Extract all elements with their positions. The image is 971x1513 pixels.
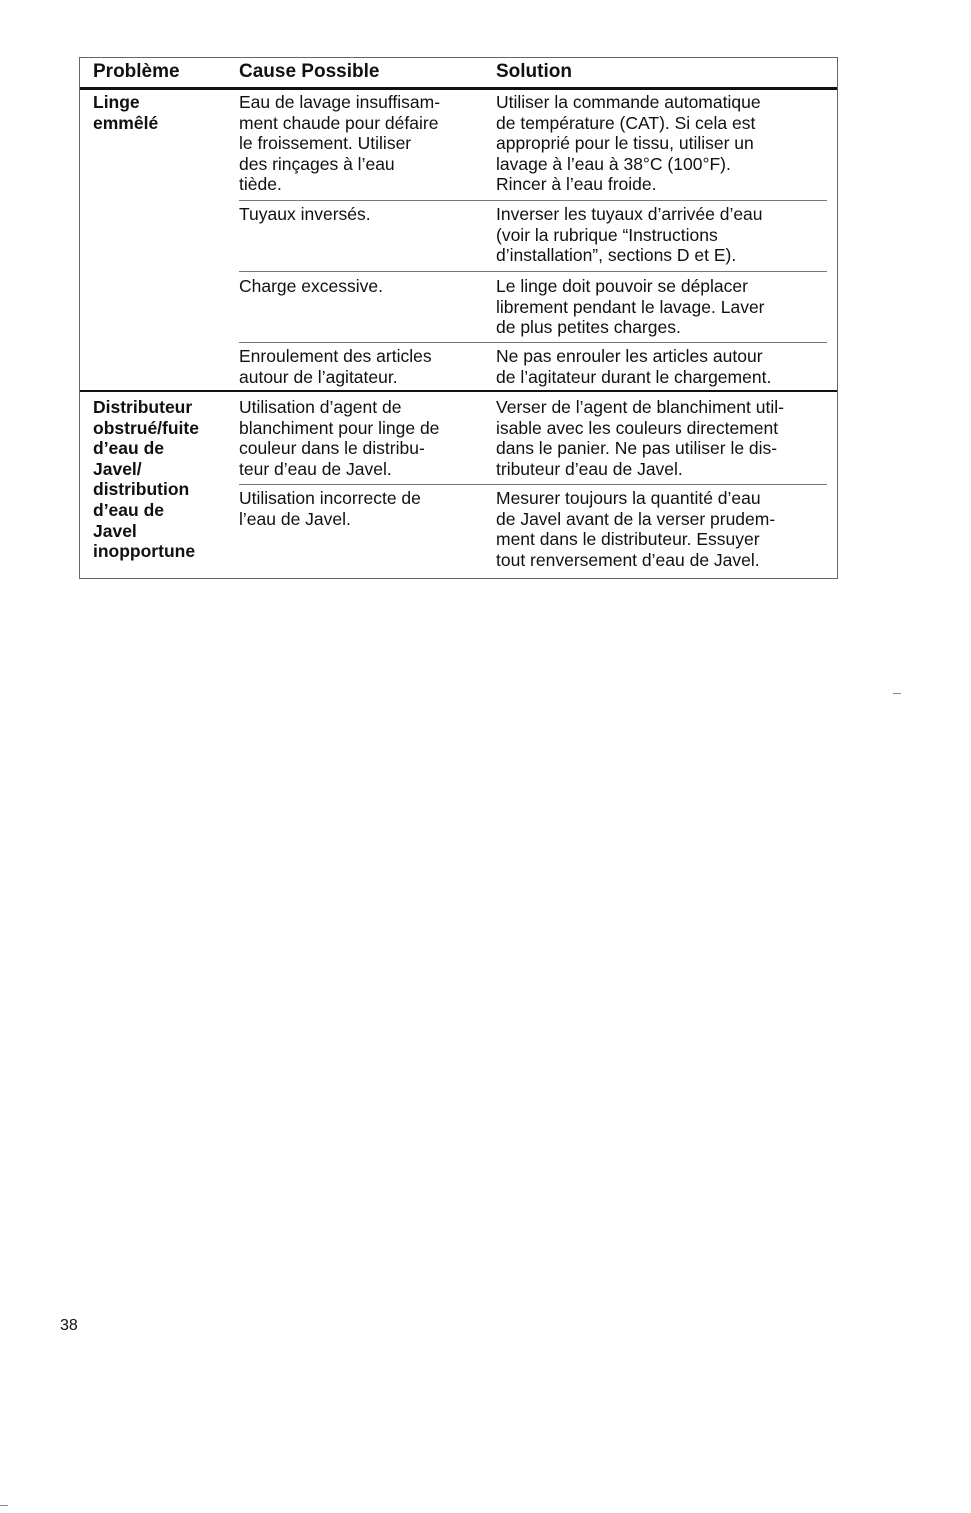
solution-cell: Ne pas enrouler les articles autour de l’agitateur durant le chargement. (496, 346, 772, 387)
row-divider (239, 200, 827, 201)
page-number: 38 (60, 1317, 78, 1334)
row-divider (239, 342, 827, 343)
cause-cell: Charge excessive. (239, 276, 383, 296)
cause-cell: Utilisation d’agent de blanchiment pour linge de couleur dans le distribu- teur d’eau de Javel. (239, 397, 440, 479)
problem-label: Distributeur obstrué/fuite d’eau de Javel/ distribution d’eau de Javel inopportune (93, 397, 199, 562)
group-divider (80, 390, 837, 392)
header-problem: Problème (93, 61, 180, 82)
scan-mark (0, 1505, 8, 1506)
solution-cell: Mesurer toujours la quantité d’eau de Javel avant de la verser prudem- ment dans le distributeur. Essuyer tout renversement d’eau de Javel. (496, 488, 776, 570)
row-divider (239, 271, 827, 272)
cause-cell: Utilisation incorrecte de l’eau de Javel. (239, 488, 421, 529)
row-divider (239, 484, 827, 485)
cause-cell: Enroulement des articles autour de l’agitateur. (239, 346, 432, 387)
header-rule (80, 87, 837, 90)
header-solution: Solution (496, 61, 572, 82)
solution-cell: Inverser les tuyaux d’arrivée d’eau (voir la rubrique “Instructions d’installation”, sections D et E). (496, 204, 763, 266)
cause-cell: Tuyaux inversés. (239, 204, 371, 224)
solution-cell: Le linge doit pouvoir se déplacer librement pendant le lavage. Laver de plus petites charges. (496, 276, 765, 338)
problem-label: Linge emmêlé (93, 92, 159, 133)
solution-cell: Utiliser la commande automatique de température (CAT). Si cela est approprié pour le tissu, utiliser un lavage à l’eau à 38°C (100°F). Rincer à l’eau froide. (496, 92, 761, 195)
cause-cell: Eau de lavage insuffisam- ment chaude pour défaire le froissement. Utiliser des rinçages à l’eau tiède. (239, 92, 441, 195)
header-cause: Cause Possible (239, 61, 380, 82)
scan-mark (893, 693, 901, 694)
solution-cell: Verser de l’agent de blanchiment util- isable avec les couleurs directement dans le panier. Ne pas utiliser le dis- tributeur d’eau de Javel. (496, 397, 784, 479)
